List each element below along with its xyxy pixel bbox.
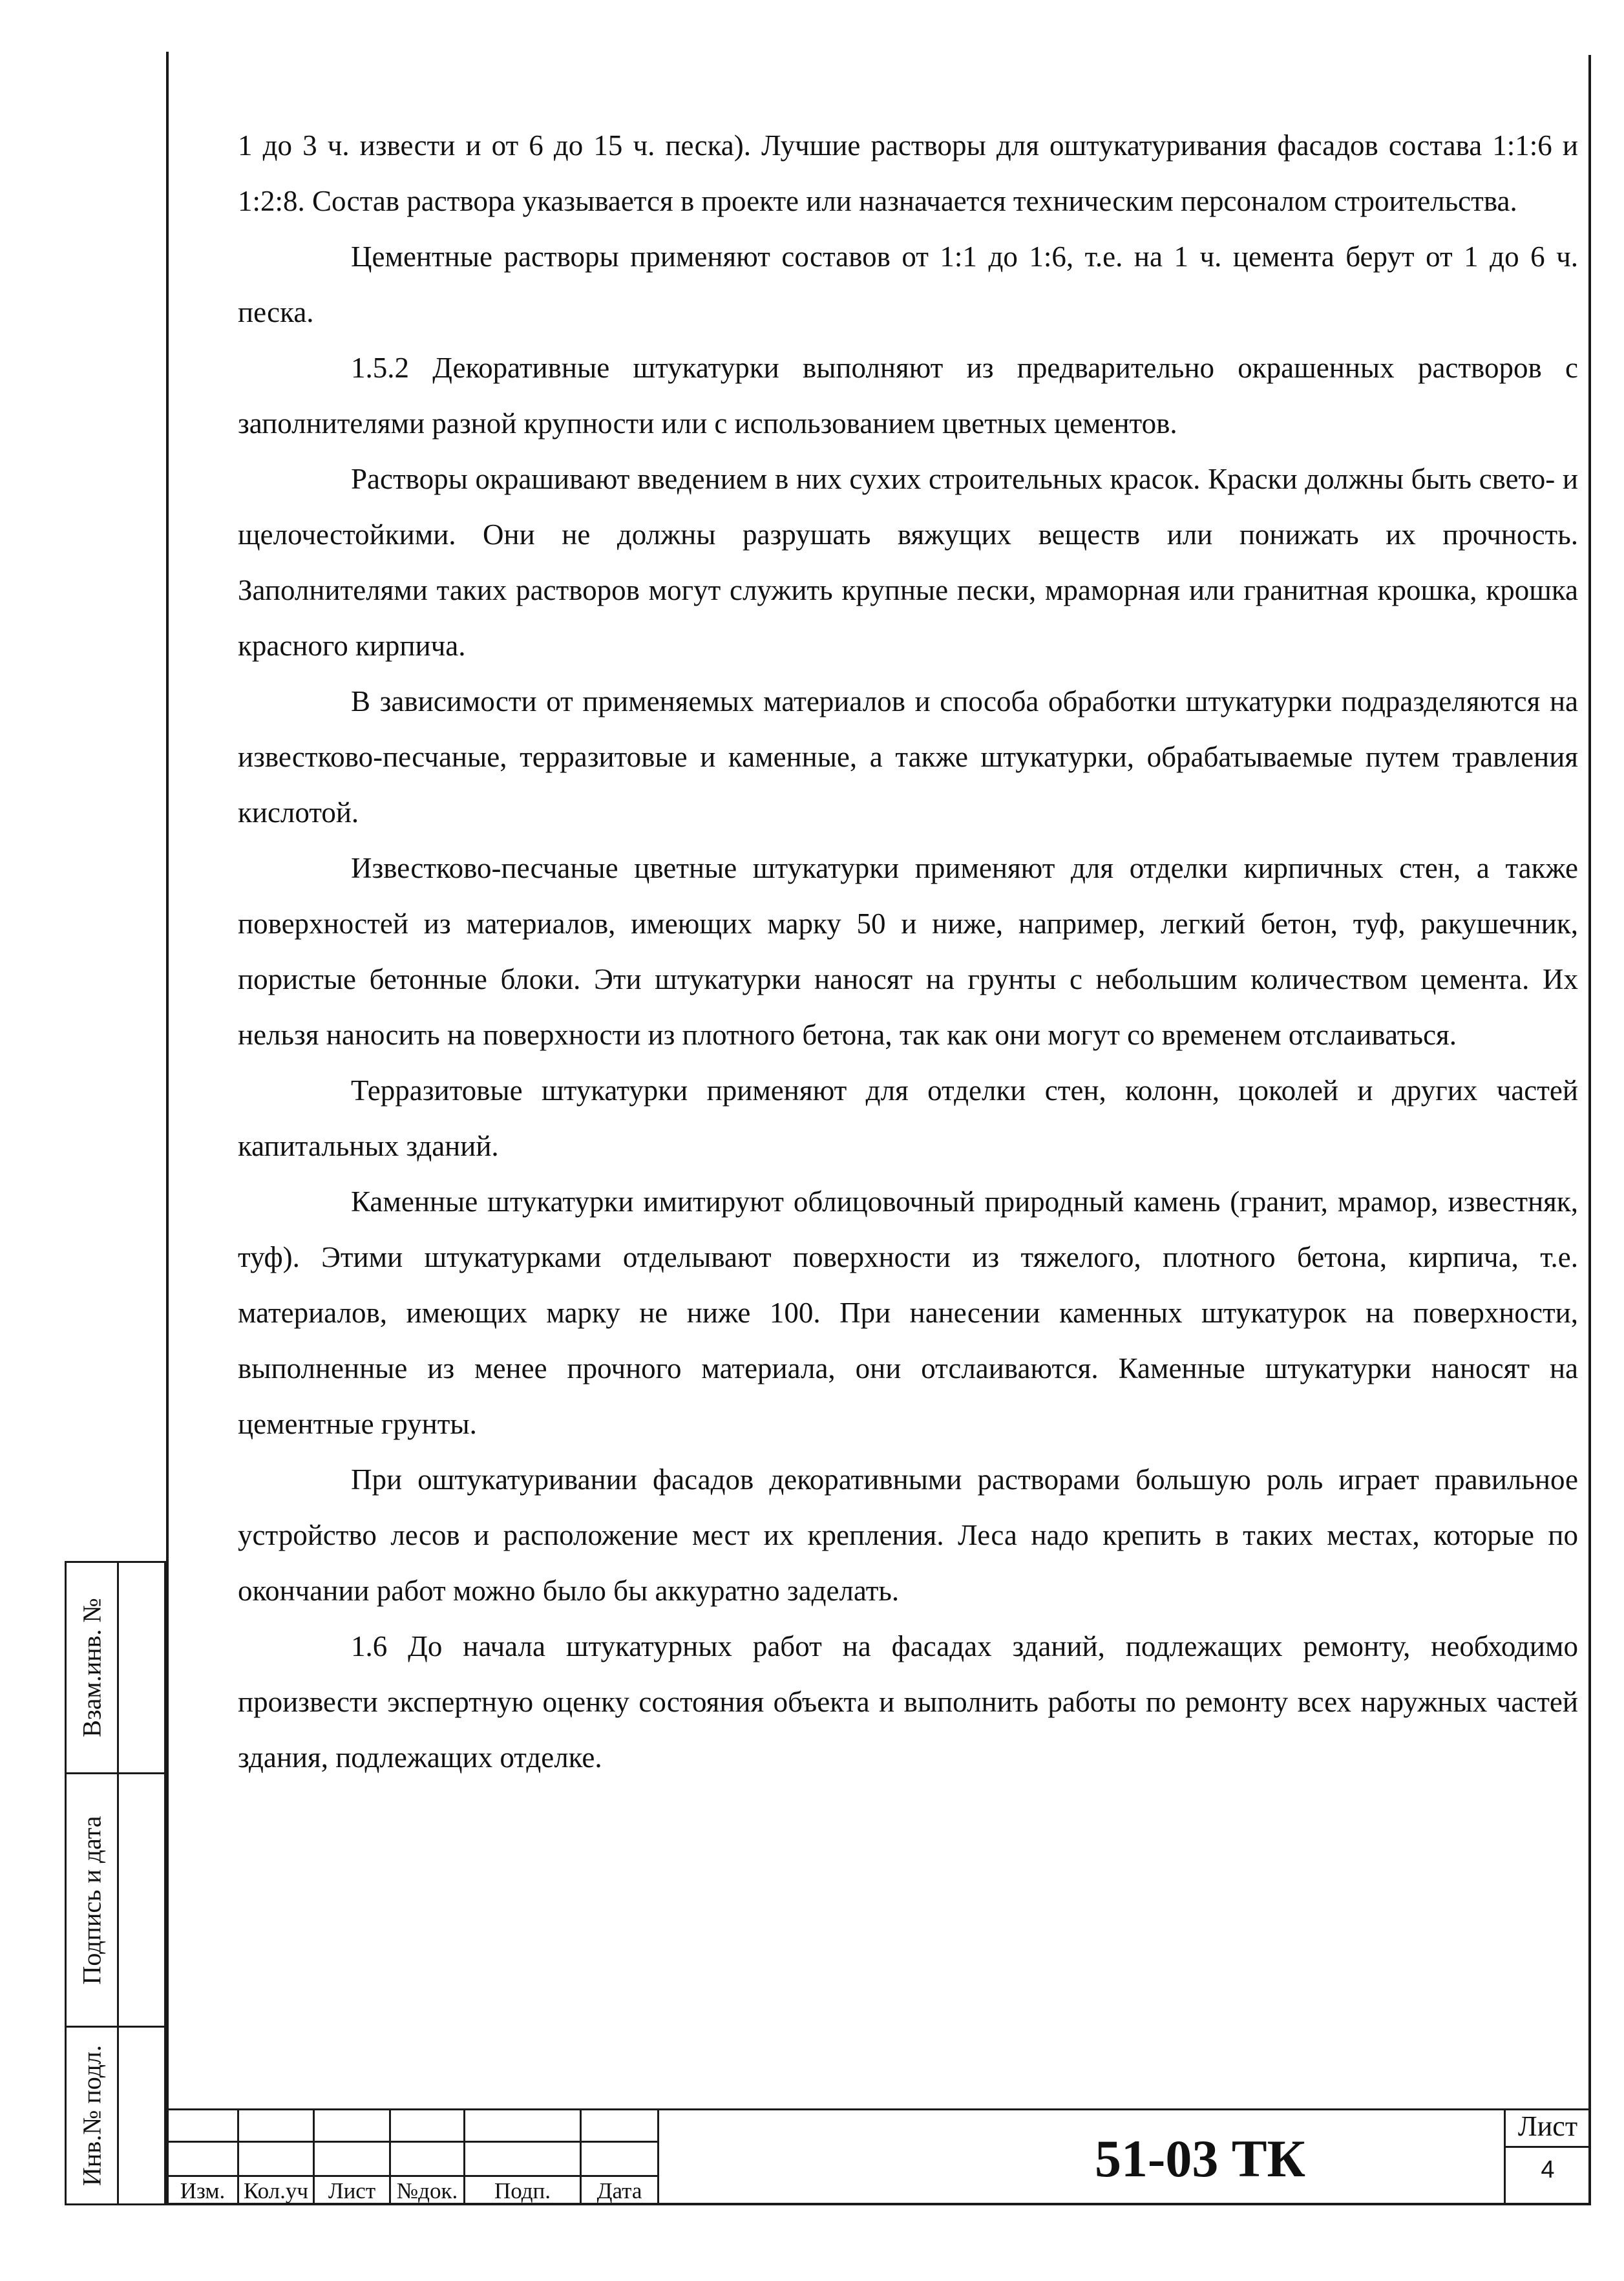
- col-data: Дата: [596, 2178, 642, 2203]
- paragraph-6: Известково-песчаные цветные штукатурки применяют для отделки кирпичных стен, а также поверхностей из материалов, имеющих марку 50 и ниже, например, легкий бетон, туф, ракушечник, пористые бетонные блоки. Эти штукатурки наносят на грунты с небольшим количеством цемента. Их нельзя наносить на поверхности из плотного бетона, так как они могут со временем отслаиваться.: [238, 852, 1578, 1051]
- paragraph-5: В зависимости от применяемых материалов и способа обработки штукатурки подразделяются на известково-песчаные, терразитовые и каменные, а также штукатурки, обрабатываемые путем травления кислотой.: [238, 685, 1578, 829]
- stamp-replaced-inv: [65, 1561, 166, 1774]
- paragraph-9: При оштукатуривании фасадов декоративными растворами большую роль играет правильное устройство лесов и расположение мест их крепления. Леса надо крепить в таких местах, которые по окончании работ можно было бы аккуратно заделать.: [238, 1463, 1578, 1607]
- stamp-orig-inv-label: Инв.№ подл.: [77, 2045, 107, 2186]
- stamp-replaced-inv-label: Взам.инв. №: [77, 1598, 107, 1737]
- sheet-label: Лист: [1517, 2110, 1578, 2142]
- col-list: Лист: [328, 2178, 376, 2203]
- paragraph-3: 1.5.2 Декоративные штукатурки выполняют из предварительно окрашенных растворов с заполнителями разной крупности или с использованием цветных цементов.: [238, 352, 1578, 440]
- paragraph-4: Растворы окрашивают введением в них сухих строительных красок. Краски должны быть свето- и щелочестойкими. Они не должны разрушать вяжущих веществ или понижать их прочность. Заполнителями таких растворов могут служить крупные пески, мраморная или гранитная крошка, крошка красного кирпича.: [238, 463, 1578, 662]
- col-izm: Изм.: [180, 2178, 226, 2203]
- col-kol-uch: Кол.уч: [244, 2178, 308, 2203]
- paragraph-10: 1.6 До начала штукатурных работ на фасадах зданий, подлежащих ремонту, необходимо произвести экспертную оценку состояния объекта и выполнить работы по ремонту всех наружных частей здания, подлежащих отделке.: [238, 1630, 1578, 1774]
- paragraph-7: Терразитовые штукатурки применяют для отделки стен, колонн, цоколей и других частей капитальных зданий.: [238, 1074, 1578, 1162]
- stamp-signature-date-label: Подпись и дата: [77, 1815, 107, 1985]
- col-podp: Подп.: [494, 2178, 551, 2203]
- sheet-number: 4: [1541, 2156, 1555, 2183]
- col-nodok: №док.: [396, 2178, 458, 2203]
- frame-right-border: [1588, 55, 1591, 2204]
- stamp-signature-date: [65, 1772, 166, 2028]
- body-text: [238, 118, 1578, 1785]
- paragraph-8: Каменные штукатурки имитируют облицовочный природный камень (гранит, мрамор, известняк, туф). Этими штукатурками отделывают поверхности из тяжелого, плотного бетона, кирпича, т.е. материалов, имеющих марку не ниже 100. При нанесении каменных штукатурок на поверхности, выполненные из менее прочного материала, они отслаиваются. Каменные штукатурки наносят на цементные грунты.: [238, 1185, 1578, 1440]
- document-code: 51-03 ТК: [1095, 2129, 1305, 2188]
- paragraph-2: Цементные растворы применяют составов от 1:1 до 1:6, т.е. на 1 ч. цемента берут от 1 до 6 ч. песка.: [238, 240, 1578, 328]
- frame-left-border: [166, 52, 169, 2204]
- paragraph-1: 1 до 3 ч. извести и от 6 до 15 ч. песка). Лучшие растворы для оштукатуривания фасадов состава 1:1:6 и 1:2:8. Состав раствора указывается в проекте или назначается техническим персоналом строительства.: [238, 129, 1578, 217]
- stamp-orig-inv: [65, 2026, 166, 2205]
- title-block: [166, 2108, 1591, 2205]
